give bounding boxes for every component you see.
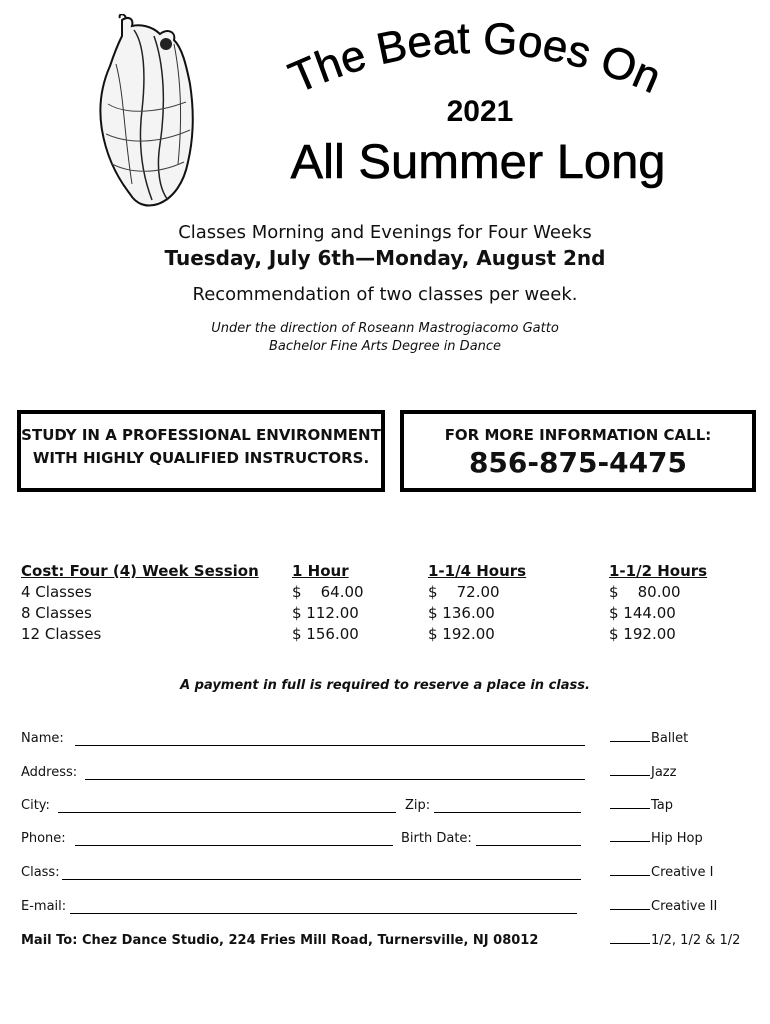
option-ballet[interactable] bbox=[610, 731, 688, 746]
phone-number: 856-875-4475 bbox=[468, 446, 688, 479]
subtitle: All Summer Long bbox=[290, 136, 666, 189]
option-tap[interactable] bbox=[610, 798, 673, 813]
option-blank[interactable] bbox=[610, 775, 650, 776]
cost-cell: $ 136.00 bbox=[428, 604, 495, 622]
zip-label: Zip: bbox=[405, 798, 431, 813]
cost-column-1-hour bbox=[292, 561, 364, 645]
address-label: Address: bbox=[21, 765, 78, 780]
email-label: E-mail: bbox=[21, 899, 67, 914]
option-hip-hop[interactable] bbox=[610, 831, 703, 846]
option-label: Jazz bbox=[651, 765, 677, 780]
birth-date-label: Birth Date: bbox=[401, 831, 472, 846]
degree-line: Bachelor Fine Arts Degree in Dance bbox=[268, 339, 502, 354]
option-label: Creative II bbox=[651, 899, 718, 914]
title-graphic bbox=[240, 18, 710, 203]
intro-dates: Tuesday, July 6th—Monday, August 2nd bbox=[164, 246, 606, 270]
option-creative-1[interactable] bbox=[610, 865, 713, 880]
city-field[interactable] bbox=[58, 812, 396, 813]
director-line: Under the direction of Roseann Mastrogiacomo Gatto bbox=[211, 321, 559, 336]
option-blank[interactable] bbox=[610, 841, 650, 842]
option-blank[interactable] bbox=[610, 808, 650, 809]
option-label: Ballet bbox=[651, 731, 689, 746]
option-label: Creative I bbox=[651, 865, 714, 880]
info-call-box bbox=[400, 410, 756, 492]
dancer-illustration bbox=[94, 14, 204, 209]
option-label: 1/2, 1/2 & 1/2 bbox=[651, 933, 741, 948]
option-blank[interactable] bbox=[610, 741, 650, 742]
year: 2021 bbox=[446, 95, 514, 128]
cost-column-1-5-hours bbox=[609, 561, 707, 645]
zip-field[interactable] bbox=[434, 812, 581, 813]
phone-label: Phone: bbox=[21, 831, 66, 846]
name-label: Name: bbox=[21, 731, 64, 746]
option-jazz[interactable] bbox=[610, 765, 676, 780]
cost-cell: $ 112.00 bbox=[292, 604, 359, 622]
city-label: City: bbox=[21, 798, 50, 813]
option-blank[interactable] bbox=[610, 909, 650, 910]
address-field[interactable] bbox=[85, 779, 585, 780]
cost-cell: $ 156.00 bbox=[292, 625, 359, 643]
birth-date-field[interactable] bbox=[476, 845, 581, 846]
cost-header: Cost: Four (4) Week Session bbox=[21, 562, 259, 580]
option-blank[interactable] bbox=[610, 943, 650, 944]
class-label: Class: bbox=[21, 865, 60, 880]
phone-field[interactable] bbox=[75, 845, 393, 846]
option-label: Hip Hop bbox=[651, 831, 703, 846]
cost-cell: $ 192.00 bbox=[609, 625, 676, 643]
intro-line-1: Classes Morning and Evenings for Four Weeks bbox=[178, 222, 592, 243]
cost-cell: $ 72.00 bbox=[428, 583, 500, 601]
cost-cell: $ 80.00 bbox=[609, 583, 681, 601]
info-heading: FOR MORE INFORMATION CALL: bbox=[444, 426, 712, 444]
cost-cell: $ 64.00 bbox=[292, 583, 364, 601]
option-creative-2[interactable] bbox=[610, 899, 717, 914]
payment-note: A payment in full is required to reserve a place in class. bbox=[180, 678, 590, 693]
class-field[interactable] bbox=[62, 879, 581, 880]
option-label: Tap bbox=[651, 798, 674, 813]
mail-to-address: Mail To: Chez Dance Studio, 224 Fries Mill Road, Turnersville, NJ 08012 bbox=[21, 933, 539, 948]
professional-environment-box bbox=[17, 410, 385, 492]
option-combo[interactable] bbox=[610, 933, 740, 948]
intro-recommendation: Recommendation of two classes per week. bbox=[192, 284, 578, 305]
cost-header: 1-1/4 Hours bbox=[428, 562, 527, 580]
cost-cell: $ 192.00 bbox=[428, 625, 495, 643]
option-blank[interactable] bbox=[610, 875, 650, 876]
cost-cell: 4 Classes bbox=[21, 583, 92, 601]
title-arc-text: The Beat Goes On bbox=[282, 18, 668, 103]
cost-cell: 12 Classes bbox=[21, 625, 102, 643]
cost-column-1-25-hours bbox=[428, 561, 526, 645]
cost-header: 1 Hour bbox=[292, 562, 349, 580]
cost-cell: $ 144.00 bbox=[609, 604, 676, 622]
email-field[interactable] bbox=[70, 913, 577, 914]
box-left-line-1: STUDY IN A PROFESSIONAL ENVIRONMENT bbox=[21, 426, 381, 444]
box-left-line-2: WITH HIGHLY QUALIFIED INSTRUCTORS. bbox=[32, 449, 370, 467]
cost-column-session bbox=[21, 561, 259, 645]
name-field[interactable] bbox=[75, 745, 585, 746]
cost-header: 1-1/2 Hours bbox=[609, 562, 708, 580]
cost-cell: 8 Classes bbox=[21, 604, 92, 622]
